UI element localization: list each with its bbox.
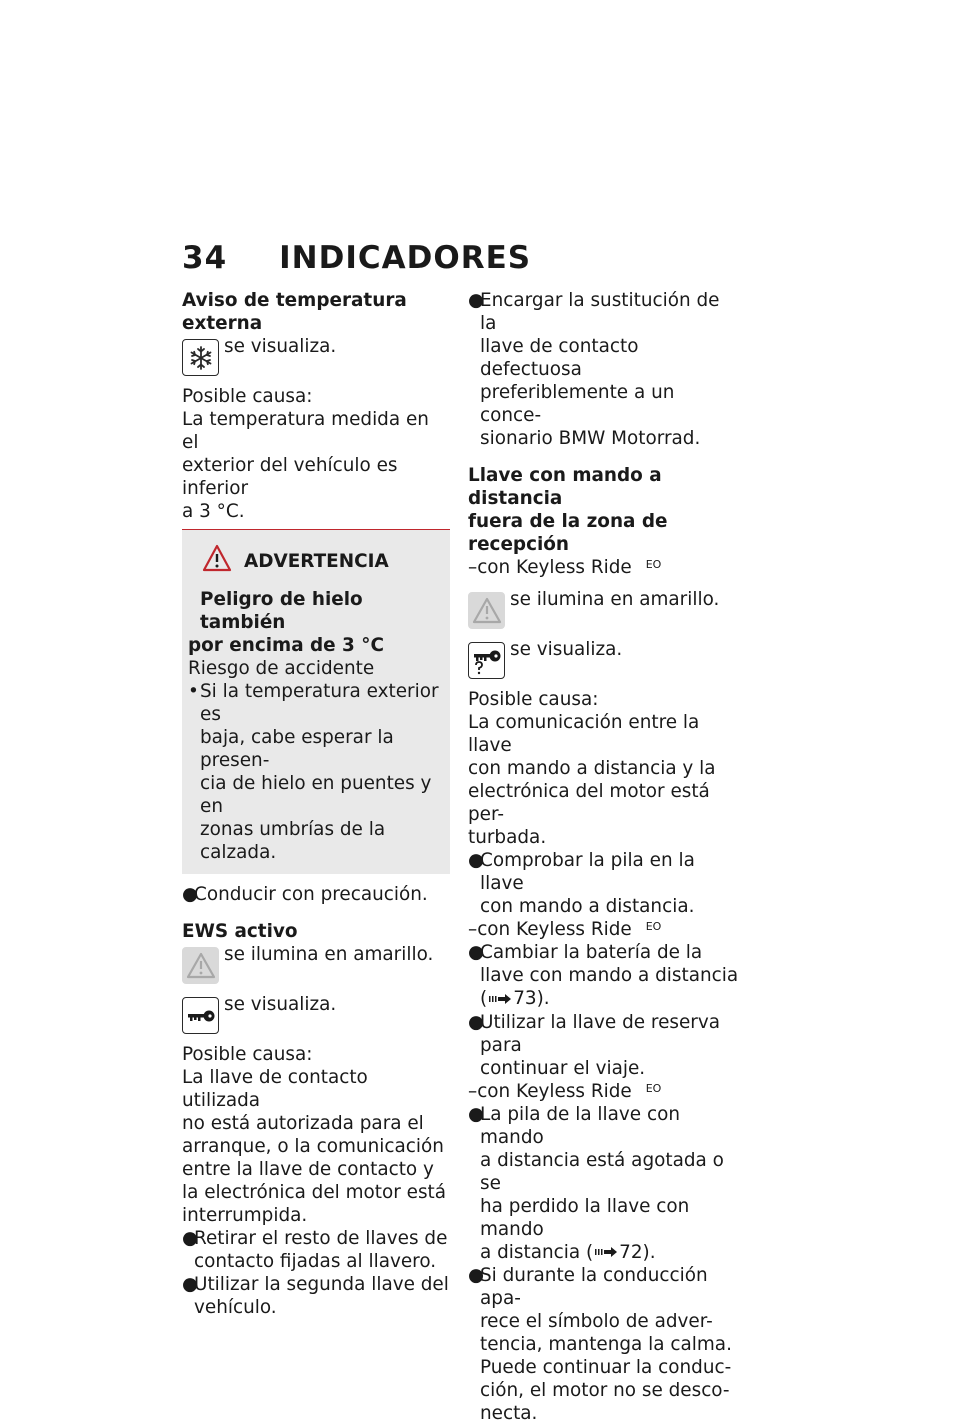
warning-box (182, 529, 450, 874)
list-item: ● Si durante la conducción apa- rece el símbolo de adver- tencia, mantenga la calma. Puede continuar la conduc- ción, el motor no se desco- necta. (468, 1265, 732, 1424)
snowflake-icon (182, 339, 219, 376)
list-item: ● Conducir con precaución. (182, 883, 450, 906)
ews-icon1-text: se ilumina en amarillo. (224, 944, 434, 965)
bullet-line: contacto fijadas al llavero. (194, 1251, 437, 1272)
option-badge: EO (645, 1081, 662, 1095)
bullet-line: vehículo. (194, 1297, 277, 1318)
keyless-icon1-text: se ilumina en amarillo. (510, 589, 720, 610)
key-icon (182, 997, 219, 1034)
bullet-line: sionario BMW Motorrad. (480, 428, 701, 449)
bullet-line: llave con mando a distancia (480, 965, 739, 986)
bullet-line: baja, cabe esperar la presen- (200, 727, 394, 771)
keyless-condition (468, 1080, 740, 1103)
page-header (182, 240, 531, 276)
list-item: ● La pila de la llave con mando a distancia está agotada o se ha perdido la llave con mando a distancia ( 72). (468, 1103, 724, 1263)
list-item: ● Utilizar la segunda llave del vehículo. (182, 1274, 449, 1318)
bullet-line: Cambiar la batería de la (480, 942, 703, 963)
bullet-line: Puede continuar la conduc- (480, 1357, 732, 1378)
condition-text: –con Keyless Ride (468, 919, 632, 940)
page-number: 34 (182, 240, 228, 276)
bullet-line: Si durante la conducción apa- (480, 1265, 708, 1309)
bullet-line: a distancia ( (480, 1241, 594, 1263)
ews-icon-row-1 (182, 943, 450, 984)
list-item: ● Cambiar la batería de la llave con mando a distancia ( 73). (468, 942, 739, 1009)
warning-triangle-icon (468, 592, 505, 629)
left-column (182, 289, 450, 1319)
cause-line: turbada. (468, 827, 547, 848)
list-item: ● Retirar el resto de llaves de contacto fijadas al llavero. (182, 1228, 448, 1272)
warning-bullet: • Si la temperatura exterior es baja, cabe esperar la presen- cia de hielo en puentes y en zonas umbrías de la calzada. (188, 681, 439, 863)
warning-triangle-icon (202, 544, 232, 578)
warning-header (188, 544, 444, 578)
cause-line: La temperatura medida en el (182, 409, 429, 453)
page-title: INDICADORES (279, 240, 532, 276)
cause-line: con mando a distancia y la (468, 758, 716, 779)
cause-line: La llave de contacto utilizada (182, 1067, 368, 1111)
bullet-line: ha perdido la llave con mando (480, 1195, 690, 1240)
temperature-icon-row (182, 335, 450, 376)
temperature-icon-text: se visualiza. (224, 336, 337, 357)
right-column (468, 289, 740, 1425)
bullet-line: Encargar la sustitución de la (480, 290, 720, 334)
cause-line: la electrónica del motor está (182, 1182, 447, 1203)
warning-triangle-icon (182, 947, 219, 984)
section-title-keyless: Llave con mando a distancia (468, 465, 662, 509)
page-reference[interactable]: 72). (619, 1241, 656, 1263)
cause-line: entre la llave de contacto y (182, 1159, 434, 1180)
condition-text: –con Keyless Ride (468, 557, 632, 578)
ews-icon-row-2 (182, 993, 450, 1034)
bullet-line: rece el símbolo de adver- (480, 1311, 713, 1332)
bullet-line: zonas umbrías de la calzada. (200, 819, 386, 863)
cause-line: no está autorizada para el (182, 1113, 424, 1134)
cause-label: Posible causa: (182, 1044, 313, 1065)
bullet-line: cia de hielo en puentes y en (200, 773, 432, 817)
page-reference-arrow-icon[interactable] (489, 988, 511, 1011)
bullet-line: La pila de la llave con mando (480, 1103, 680, 1148)
cause-line: La comunicación entre la llave (468, 712, 700, 756)
list-item: ● Comprobar la pila en la llave con mando a distancia. (468, 850, 695, 917)
warning-subtitle (188, 588, 444, 657)
warning-risk: Riesgo de accidente (188, 658, 375, 679)
bullet-line: Comprobar la pila en la llave (480, 850, 695, 894)
section-title-ews: EWS activo (182, 921, 298, 942)
list-item: ● Utilizar la llave de reserva para continuar el viaje. (468, 1011, 721, 1079)
cause-line: exterior del vehículo es inferior (182, 455, 398, 499)
warning-label: ADVERTENCIA (244, 550, 389, 572)
bullet-line: preferiblemente a un conce- (480, 382, 675, 426)
bullet-line: Retirar el resto de llaves de (194, 1228, 448, 1249)
bullet-text: Conducir con precaución. (194, 884, 428, 905)
bullet-line: Si la temperatura exterior es (200, 681, 439, 725)
cause-label: Posible causa: (182, 386, 313, 407)
bullet-line: Utilizar la llave de reserva para (480, 1011, 721, 1056)
cause-line: arranque, o la comunicación (182, 1136, 444, 1157)
cause-line: a 3 °C. (182, 501, 245, 522)
bullet-line: ción, el motor no se desco- (480, 1380, 730, 1401)
bullet-line: Utilizar la segunda llave del (194, 1274, 449, 1295)
bullet-line: a distancia está agotada o se (480, 1149, 724, 1194)
warning-subtitle-line: Peligro de hielo también (200, 589, 363, 633)
keyless-icon-row-1 (468, 588, 740, 629)
keyless-condition (468, 918, 740, 941)
option-badge: EO (645, 920, 662, 933)
list-item: ● Encargar la sustitución de la llave de contacto defectuosa preferiblemente a un conce- sionario BMW Motorrad. (468, 290, 720, 449)
cause-line: interrumpida. (182, 1205, 308, 1226)
page-reference-arrow-icon[interactable] (595, 1241, 617, 1264)
keyless-condition (468, 556, 740, 579)
section-title-temperature: Aviso de temperatura externa (182, 290, 407, 334)
keyless-icon2-text: se visualiza. (510, 639, 623, 660)
section-title-keyless-2: fuera de la zona de recepción (468, 511, 668, 555)
ews-icon2-text: se visualiza. (224, 994, 337, 1015)
bullet-line: con mando a distancia. (480, 896, 695, 917)
bullet-line: llave de contacto defectuosa (480, 336, 639, 380)
option-badge: EO (645, 558, 662, 571)
bullet-line: continuar el viaje. (480, 1057, 646, 1079)
bullet-line: necta. (480, 1403, 538, 1424)
warning-subtitle-line: por encima de 3 °C (188, 635, 384, 656)
keyless-icon-row-2 (468, 638, 740, 679)
condition-text: –con Keyless Ride (468, 1080, 632, 1102)
bullet-line: tencia, mantenga la calma. (480, 1334, 732, 1355)
key-question-icon (468, 642, 505, 679)
cause-line: electrónica del motor está per- (468, 781, 710, 825)
page-reference[interactable]: 73). (513, 988, 550, 1009)
cause-label: Posible causa: (468, 689, 599, 710)
